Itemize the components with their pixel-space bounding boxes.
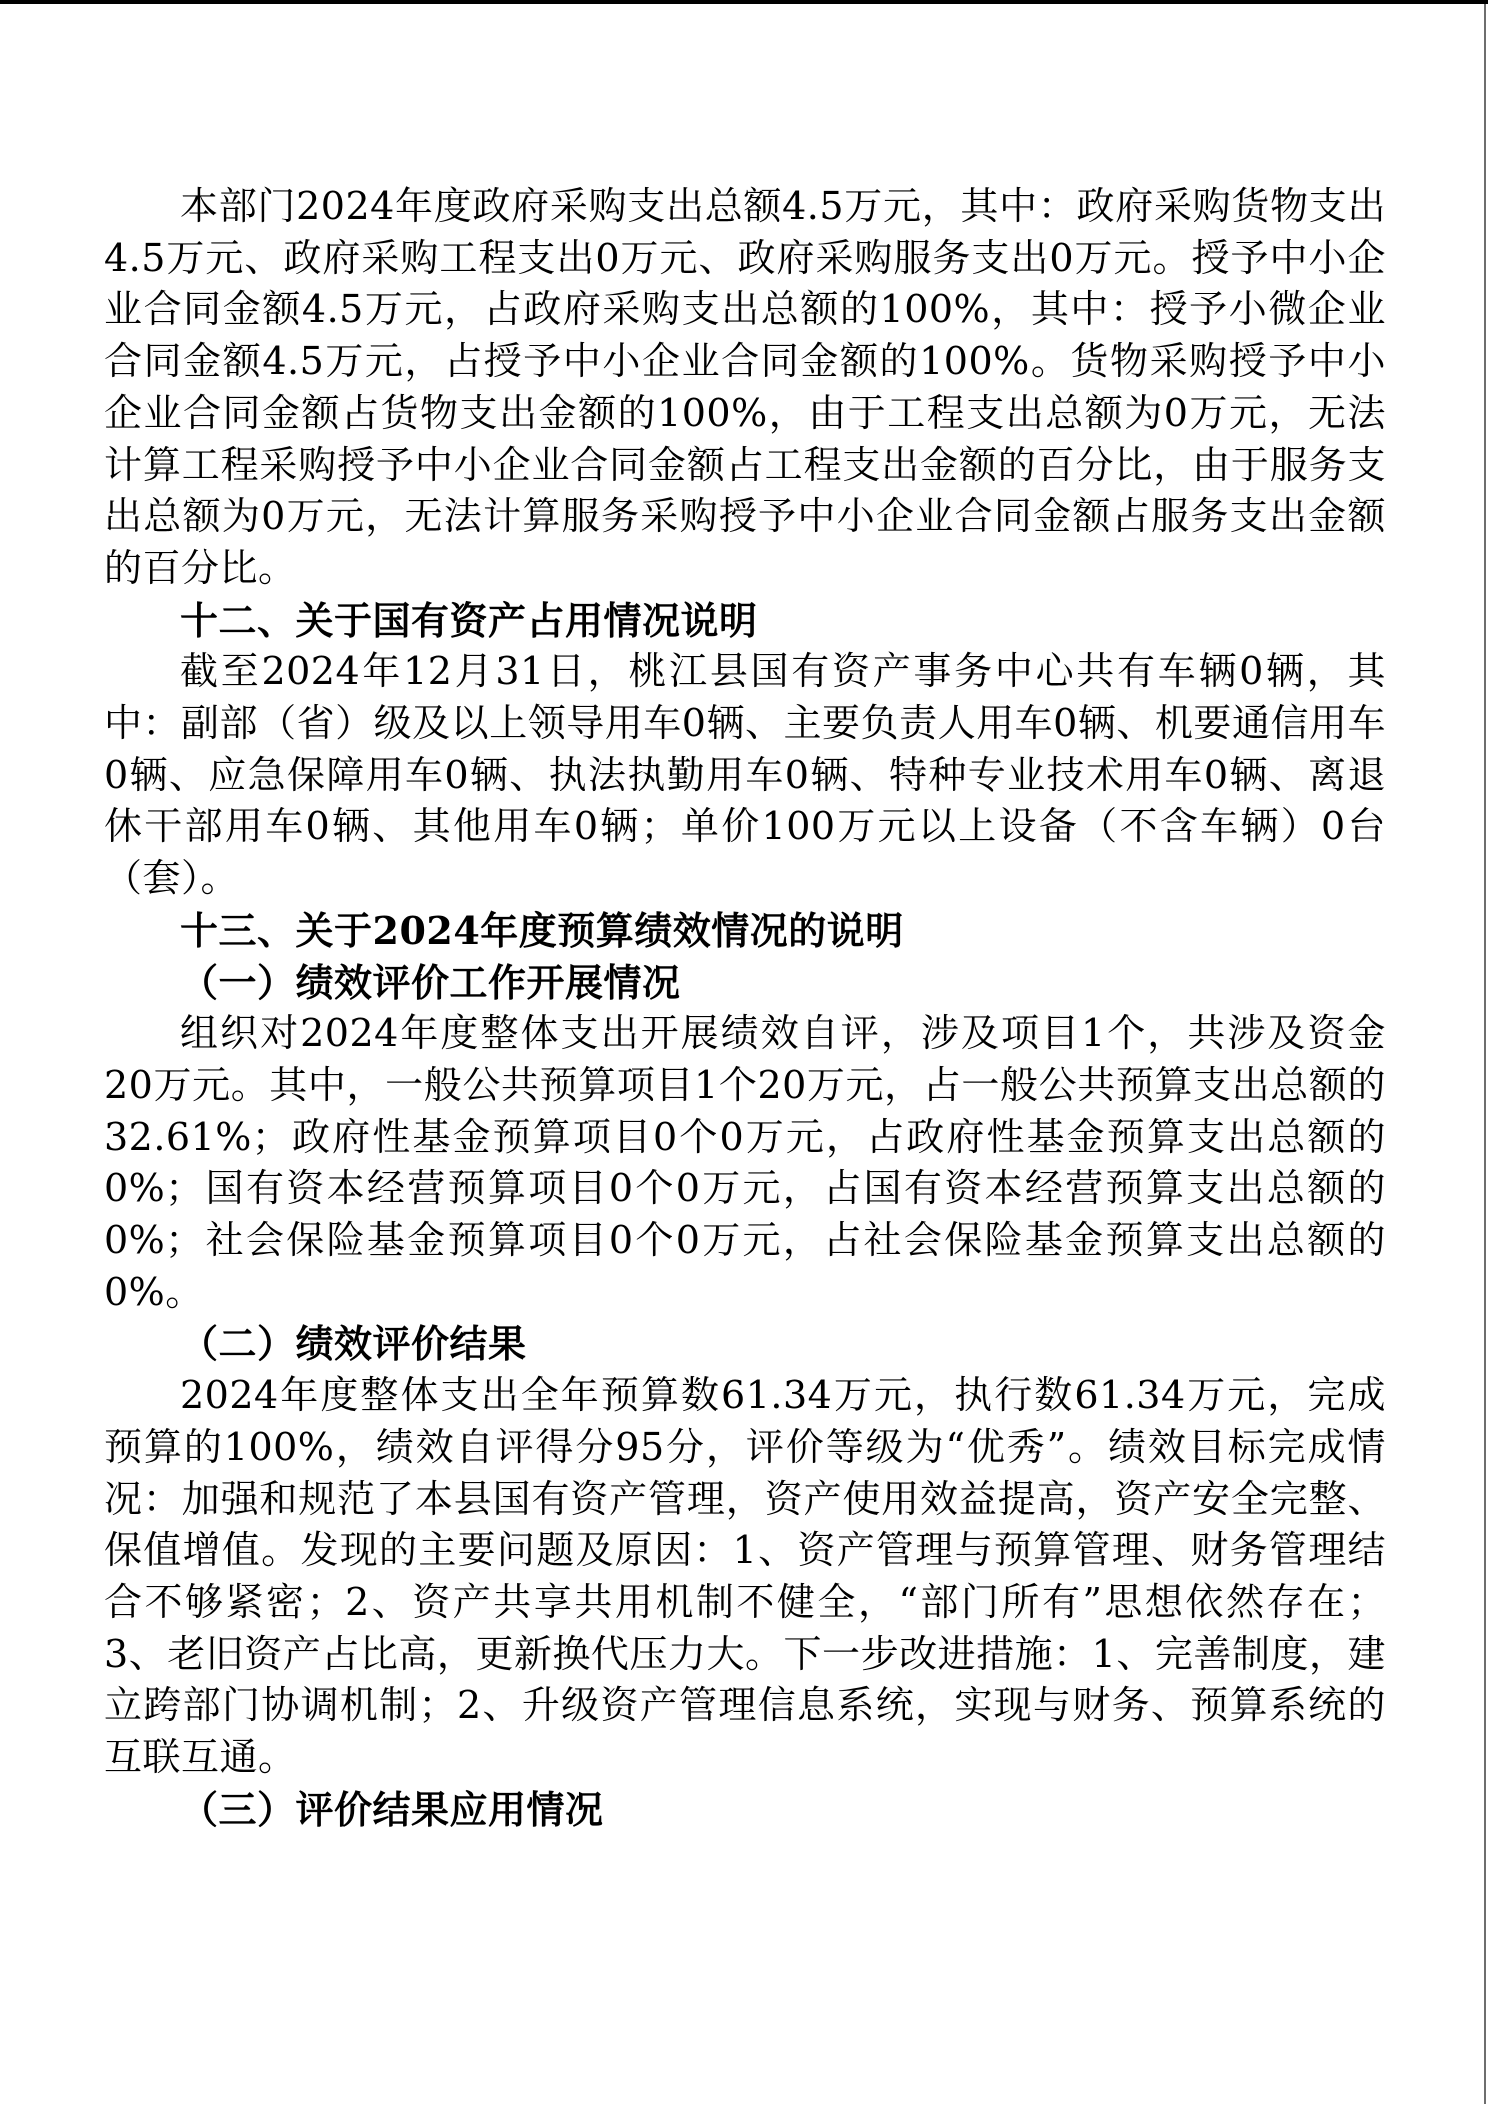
section-heading-13: 十三、关于2024年度预算绩效情况的说明: [180, 907, 904, 953]
subsection-heading-1: （一）绩效评价工作开展情况: [180, 959, 681, 1005]
body-paragraph-procurement: 本部门2024年度政府采购支出总额4.5万元，其中：政府采购货物支出4.5万元、政府采购工程支出0万元、政府采购服务支出0万元。授予中小企业合同金额4.5万元，占政府采购支出总额的100%，其中：授予小微企业合同金额4.5万元，占授予中小企业合同金额的100%。货物采购授予中小企业合同金额占货物支出金额的100%，由于工程支出总额为0万元，无法计算工程采购授予中小企业合同金额占工程支出金额的百分比，由于服务支出总额为0万元，无法计算服务采购授予中小企业合同金额占服务支出金额的百分比。: [104, 184, 1386, 590]
page-top-border: [0, 0, 1488, 4]
subsection-heading-2: （二）绩效评价结果: [180, 1321, 527, 1367]
body-paragraph-selfreview: 组织对2024年度整体支出开展绩效自评，涉及项目1个，共涉及资金20万元。其中，一般公共预算项目1个20万元，占一般公共预算支出总额的32.61%；政府性基金预算项目0个0万元，占政府性基金预算支出总额的0%；国有资本经营预算项目0个0万元，占国有资本经营预算支出总额的0%；社会保险基金预算项目0个0万元，占社会保险基金预算支出总额的0%。: [104, 1011, 1386, 1314]
body-paragraph-assets: 截至2024年12月31日，桃江县国有资产事务中心共有车辆0辆，其中：副部（省）级及以上领导用车0辆、主要负责人用车0辆、机要通信用车0辆、应急保障用车0辆、执法执勤用车0辆、特种专业技术用车0辆、离退休干部用车0辆、其他用车0辆；单价100万元以上设备（不含车辆）0台（套）。: [104, 649, 1386, 901]
section-heading-12: 十二、关于国有资产占用情况说明: [180, 597, 758, 643]
body-paragraph-results: 2024年度整体支出全年预算数61.34万元，执行数61.34万元，完成预算的100%，绩效自评得分95分，评价等级为“优秀”。绩效目标完成情况：加强和规范了本县国有资产管理，资产使用效益提高，资产安全完整、保值增值。发现的主要问题及原因：1、资产管理与预算管理、财务管理结合不够紧密；2、资产共享共用机制不健全，“部门所有”思想依然存在；3、老旧资产占比高，更新换代压力大。下一步改进措施：1、完善制度，建立跨部门协调机制；2、升级资产管理信息系统，实现与财务、预算系统的互联互通。: [104, 1373, 1386, 1780]
subsection-heading-3: （三）评价结果应用情况: [180, 1786, 604, 1832]
document-page: [104, 181, 1386, 1836]
page-right-border: [1484, 4, 1486, 2104]
